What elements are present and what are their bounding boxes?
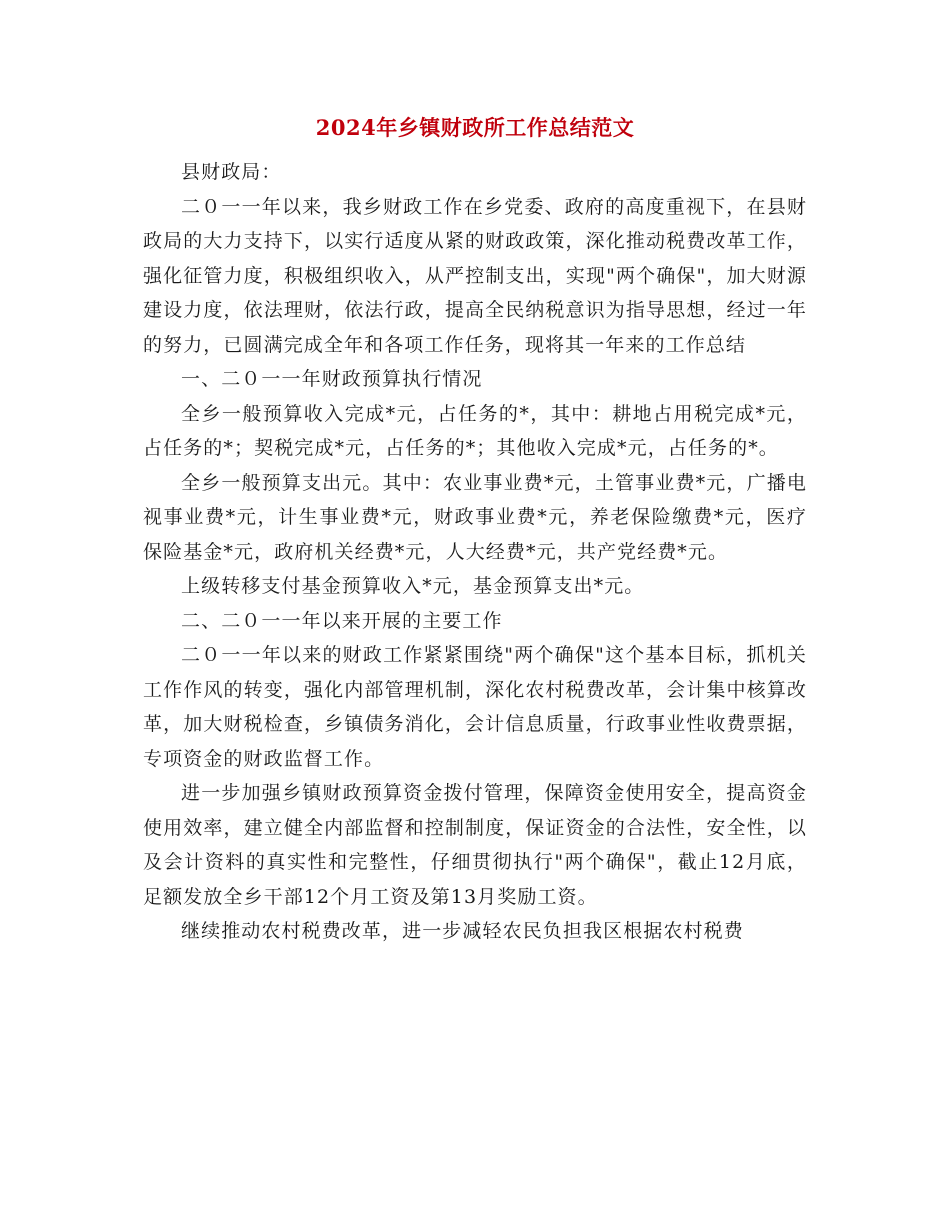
paragraph-tax-reform: 继续推动农村税费改革，进一步减轻农民负担我区根据农村税费 [181, 920, 744, 942]
section-heading-1: 一、二０一一年财政预算执行情况 [181, 368, 483, 390]
salutation: 县财政局： [181, 161, 282, 183]
document-title: 2024年乡镇财政所工作总结范文 [315, 115, 635, 140]
paragraph-fund-budget: 上级转移支付基金预算收入*元，基金预算支出*元。 [181, 575, 645, 597]
paragraph-intro: 二０一一年以来，我乡财政工作在乡党委、政府的高度重视下，在县财政局的大力支持下，以实行适度从紧的财政政策，深化推动税费改革工作，强化征管力度，积极组织收入，从严控制支出，实现"两个确保"，加大财源建设力度，依法理财，依法行政，提高全民纳税意识为指导思想，经过一年的努力，已圆满完成全年和各项工作任务，现将其一年来的工作总结 [143, 195, 807, 356]
paragraph-budget-expenditure: 全乡一般预算支出元。其中：农业事业费*元，土管事业费*元，广播电视事业费*元，计生事业费*元，财政事业费*元，养老保险缴费*元，医疗保险基金*元，政府机关经费*元，人大经费*元，共产党经费*元。 [143, 471, 807, 563]
paragraph-main-work: 二０一一年以来的财政工作紧紧围绕"两个确保"这个基本目标，抓机关工作作风的转变，强化内部管理机制，深化农村税费改革，会计集中核算改革，加大财税检查，乡镇债务消化，会计信息质量，行政事业性收费票据，专项资金的财政监督工作。 [143, 644, 807, 770]
section-heading-2: 二、二０一一年以来开展的主要工作 [181, 609, 503, 632]
paragraph-fund-management: 进一步加强乡镇财政预算资金拨付管理，保障资金使用安全，提高资金使用效率，建立健全内部监督和控制制度，保证资金的合法性，安全性，以及会计资料的真实性和完整性，仔细贯彻执行"两个确保"，截止12月底，足额发放全乡干部12个月工资及第13月奖励工资。 [143, 782, 807, 908]
document-body [143, 155, 807, 949]
paragraph-budget-revenue: 全乡一般预算收入完成*元，占任务的*，其中：耕地占用税完成*元，占任务的*；契税完成*元，占任务的*；其他收入完成*元，占任务的*。 [143, 402, 807, 459]
